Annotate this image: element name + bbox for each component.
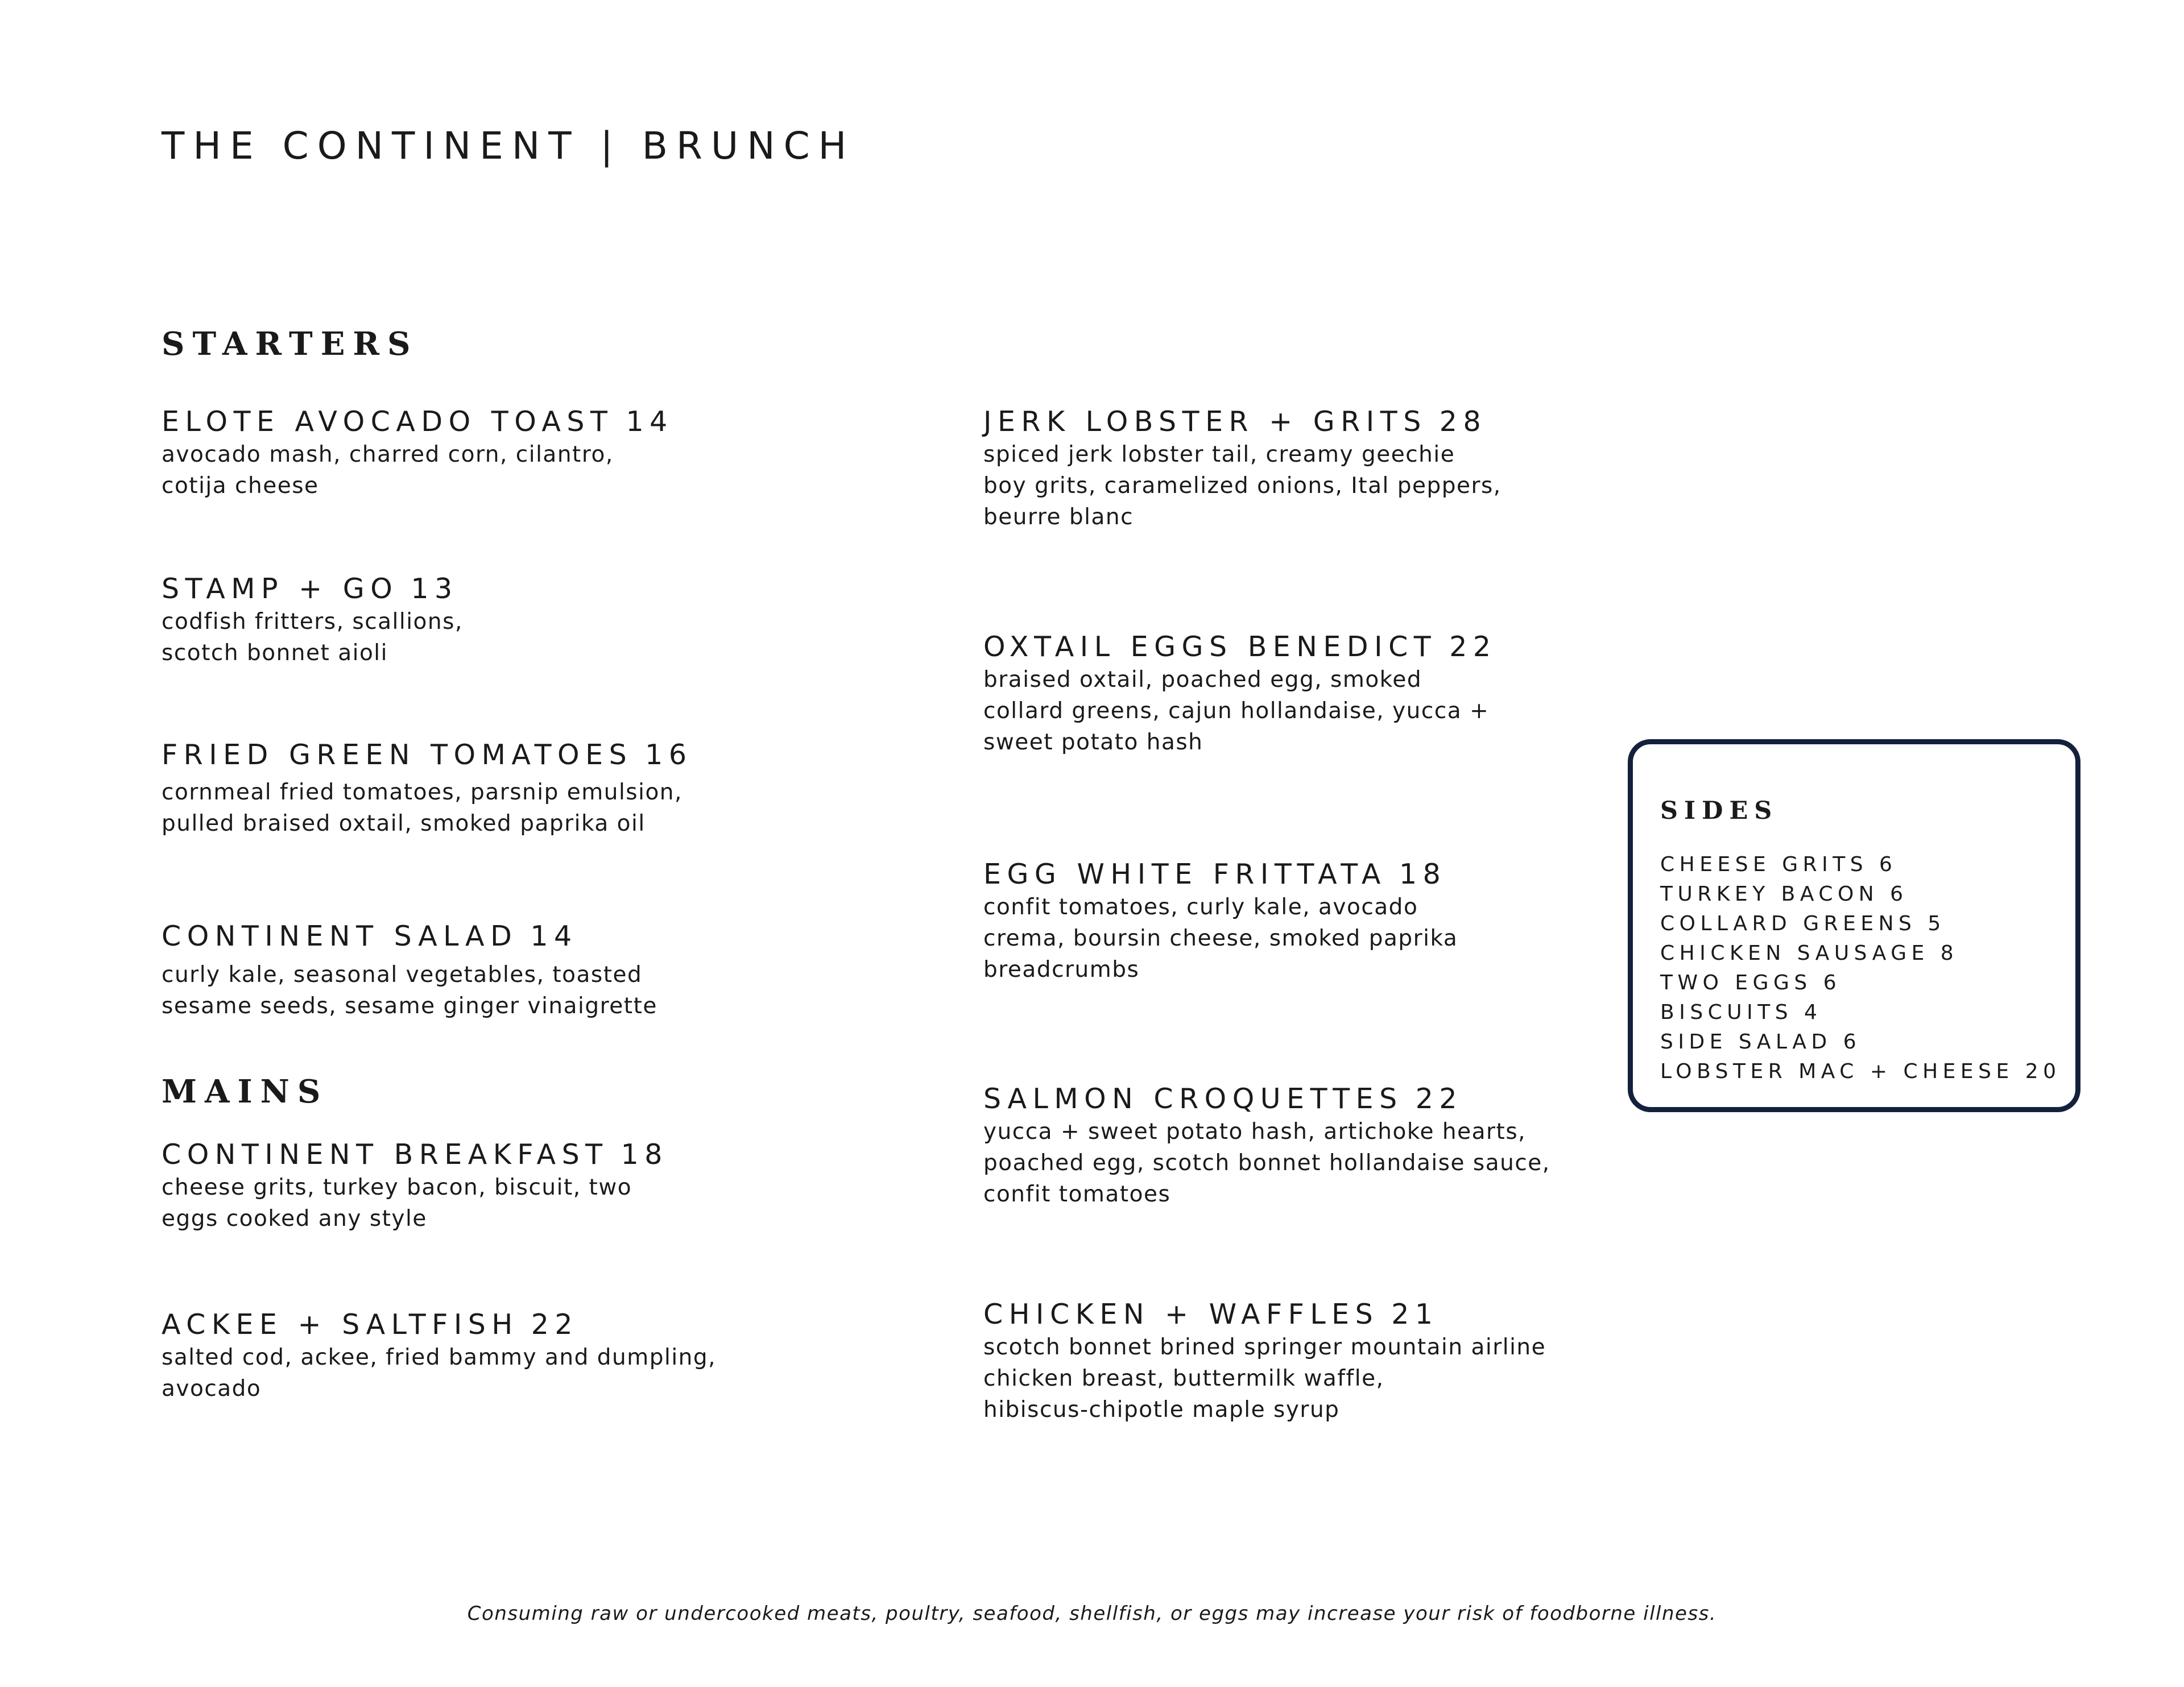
item-description-line: crema, boursin cheese, smoked paprika [983, 926, 1458, 951]
menu-item-oxtail-eggs-benedict [983, 630, 1497, 758]
item-price: 22 [1415, 1083, 1463, 1115]
item-name: ACKEE + SALTFISH [162, 1308, 519, 1341]
item-description-line: avocado [162, 1376, 262, 1402]
item-name: JERK LOBSTER + GRITS [983, 405, 1427, 438]
item-description-line: confit tomatoes, curly kale, avocado [983, 894, 1418, 920]
item-name: CONTINENT BREAKFAST [162, 1138, 609, 1171]
item-price: 28 [1439, 405, 1487, 438]
item-price: 18 [621, 1138, 668, 1171]
item-price: 22 [531, 1308, 579, 1341]
item-description-line: beurre blanc [983, 504, 1134, 530]
menu-item-salmon-croquettes [983, 1082, 1550, 1210]
side-item: TWO EGGS 6 [1660, 971, 1842, 994]
item-description-line: yucca + sweet potato hash, artichoke hearts, [983, 1119, 1527, 1145]
item-description-line: scotch bonnet brined springer mountain airline [983, 1334, 1546, 1360]
item-description-line: collard greens, cajun hollandaise, yucca + [983, 698, 1490, 724]
item-description-line: eggs cooked any style [162, 1206, 427, 1232]
item-description-line: avocado mash, charred corn, cilantro, [162, 442, 614, 467]
item-description-line: cheese grits, turkey bacon, biscuit, two [162, 1175, 632, 1200]
menu-item-chicken-waffles [983, 1298, 1546, 1425]
item-description-line: chicken breast, buttermilk waffle, [983, 1366, 1384, 1391]
item-description-line: breadcrumbs [983, 957, 1140, 983]
item-description-line: confit tomatoes [983, 1182, 1171, 1207]
side-item: CHICKEN SAUSAGE 8 [1660, 942, 1959, 965]
menu-item-elote-avocado-toast [162, 405, 673, 501]
item-price: 22 [1449, 631, 1497, 663]
item-name: ELOTE AVOCADO TOAST [162, 405, 614, 438]
item-name: EGG WHITE FRITTATA [983, 858, 1387, 890]
section-heading-sides: SIDES [1660, 797, 1778, 825]
item-description-line: spiced jerk lobster tail, creamy geechie [983, 442, 1455, 467]
side-item: TURKEY BACON 6 [1660, 882, 1908, 906]
item-description-line: cornmeal fried tomatoes, parsnip emulsion, [162, 780, 682, 805]
side-item: BISCUITS 4 [1660, 1001, 1822, 1024]
menu-item-egg-white-frittata [983, 857, 1458, 985]
section-heading-mains: MAINS [162, 1073, 329, 1110]
item-price: 21 [1391, 1298, 1439, 1330]
item-name: OXTAIL EGGS BENEDICT [983, 631, 1437, 663]
menu-item-fried-green-tomatoes [162, 738, 693, 839]
item-name: CHICKEN + WAFFLES [983, 1298, 1379, 1330]
item-price: 14 [626, 405, 673, 438]
side-item: CHEESE GRITS 6 [1660, 853, 1897, 876]
item-description-line: boy grits, caramelized onions, Ital peppers, [983, 473, 1502, 499]
item-price: 14 [530, 920, 578, 952]
page-title: THE CONTINENT | BRUNCH [162, 124, 855, 168]
item-description-line: braised oxtail, poached egg, smoked [983, 667, 1422, 693]
item-description-line: scotch bonnet aioli [162, 640, 388, 666]
item-description-line: codfish fritters, scallions, [162, 609, 463, 635]
sides-list [1660, 850, 2061, 1087]
sides-box [1628, 739, 2080, 1112]
menu-item-continent-salad [162, 919, 657, 1022]
item-description-line: sesame seeds, sesame ginger vinaigrette [162, 993, 657, 1019]
item-name: CONTINENT SALAD [162, 920, 518, 952]
item-price: 16 [645, 739, 693, 771]
item-name: FRIED GREEN TOMATOES [162, 739, 633, 771]
menu-item-stamp-go [162, 572, 463, 669]
menu-item-continent-breakfast [162, 1138, 668, 1234]
item-description-line: salted cod, ackee, fried bammy and dumpling, [162, 1345, 717, 1370]
side-item: SIDE SALAD 6 [1660, 1030, 1862, 1054]
item-description-line: pulled braised oxtail, smoked paprika oil [162, 811, 646, 836]
item-description-line: cotija cheese [162, 473, 319, 499]
item-name: STAMP + GO [162, 573, 399, 605]
item-name: SALMON CROQUETTES [983, 1083, 1403, 1115]
item-description-line: curly kale, seasonal vegetables, toasted [162, 962, 643, 988]
food-safety-disclaimer: Consuming raw or undercooked meats, poultry, seafood, shellfish, or eggs may increase your risk of foodborne illness. [467, 1602, 1717, 1625]
item-price: 18 [1399, 858, 1447, 890]
item-description-line: sweet potato hash [983, 729, 1203, 755]
side-item: COLLARD GREENS 5 [1660, 912, 1946, 935]
section-heading-starters: STARTERS [162, 325, 419, 363]
menu-item-ackee-saltfish [162, 1308, 716, 1404]
item-description-line: hibiscus-chipotle maple syrup [983, 1397, 1340, 1423]
side-item: LOBSTER MAC + CHEESE 20 [1660, 1060, 2061, 1083]
item-price: 13 [411, 573, 458, 605]
menu-item-jerk-lobster-grits [983, 405, 1502, 533]
item-description-line: poached egg, scotch bonnet hollandaise sauce, [983, 1150, 1550, 1176]
